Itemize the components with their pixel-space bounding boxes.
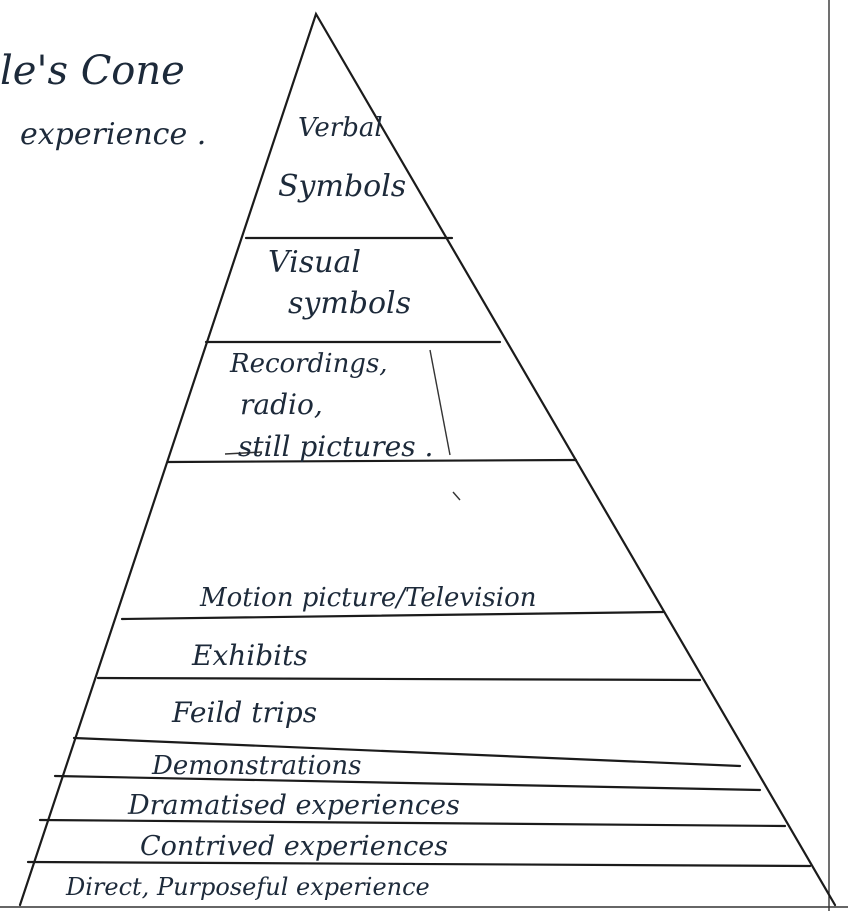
level-label-verbal-symbols: Symbols <box>278 169 407 204</box>
level-label-demonstrations: Demonstrations <box>152 751 362 781</box>
divider-9 <box>28 862 810 866</box>
level-label-field-trips: Feild trips <box>172 696 318 729</box>
stray-mark-3 <box>453 492 460 500</box>
level-label-still-pictures: still pictures . <box>238 430 434 463</box>
title-line-2: experience . <box>20 117 207 152</box>
level-label-visual-symbols: symbols <box>288 286 412 321</box>
level-label-exhibits: Exhibits <box>192 639 308 672</box>
level-label-direct-purposeful: Direct, Purposeful experience <box>66 873 430 901</box>
divider-4 <box>122 612 663 619</box>
level-label-visual: Visual <box>268 245 361 280</box>
level-label-contrived: Contrived experiences <box>140 831 449 862</box>
level-label-recordings: Recordings, <box>230 349 388 379</box>
level-label-radio: radio, <box>240 388 323 421</box>
level-label-dramatised: Dramatised experiences <box>128 790 460 821</box>
divider-5 <box>98 678 700 680</box>
level-label-motion-picture: Motion picture/Television <box>200 583 537 613</box>
title-line-1: le's Cone <box>0 48 185 94</box>
level-label-verbal: Verbal <box>298 113 383 143</box>
